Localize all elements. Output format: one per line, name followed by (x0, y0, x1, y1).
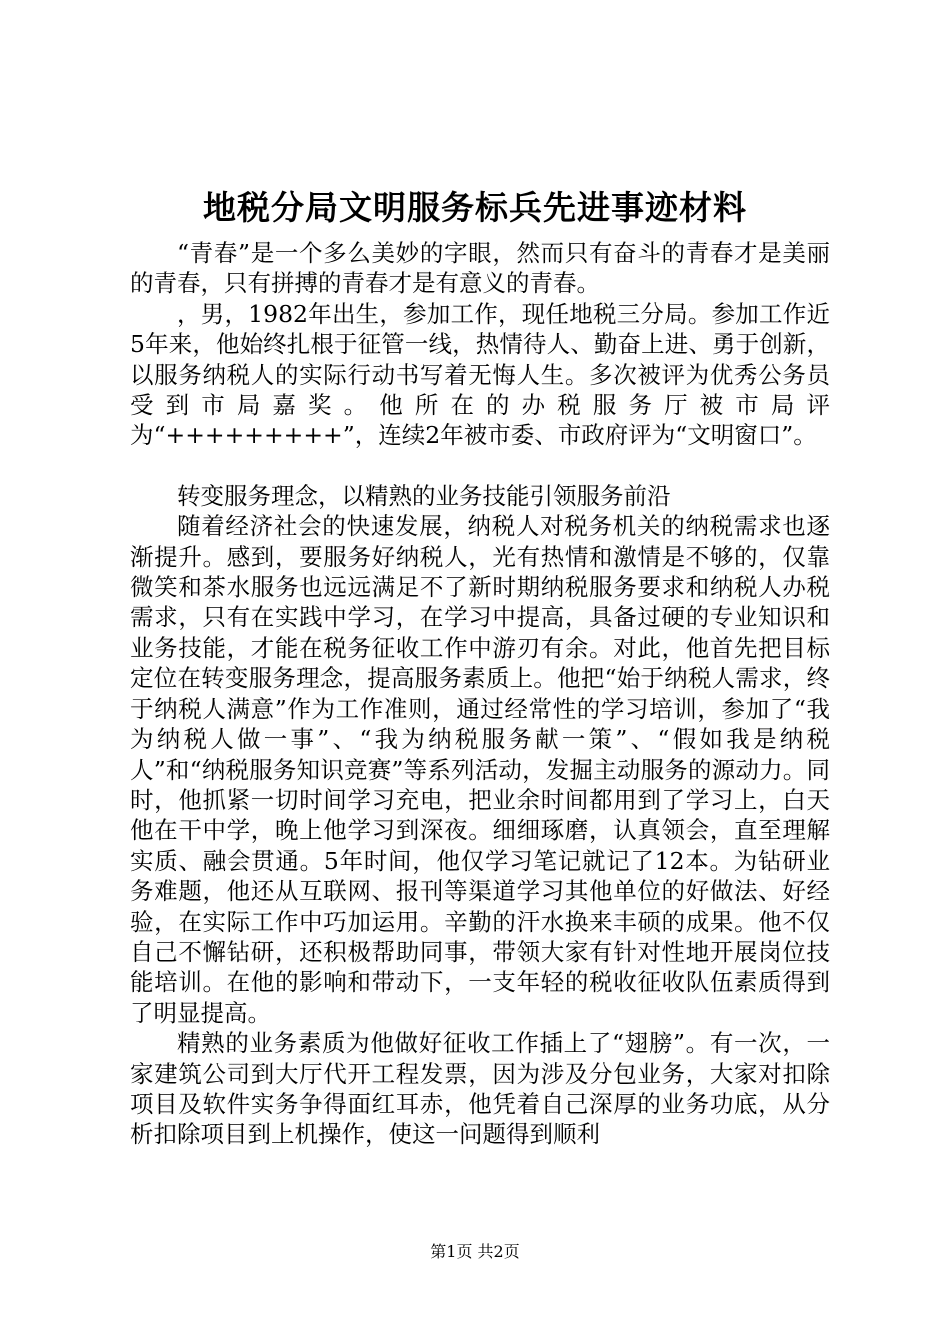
paragraph-skills: 精熟的业务素质为他做好征收工作插上了“翅膀”。有一次，一家建筑公司到大厅代开工程发票，因为涉及分包业务，大家对扣除项目及软件实务争得面红耳赤，他凭着自己深厚的业务功底，从分析扣除项目到上机操作，使这一问题得到顺利 (130, 1029, 830, 1149)
paragraph-study: 随着经济社会的快速发展，纳税人对税务机关的纳税需求也逐渐提升。感到，要服务好纳税人，光有热情和激情是不够的，仅靠微笑和茶水服务也远远满足不了新时期纳税服务要求和纳税人办税需求，只有在实践中学习，在学习中提高，具备过硬的专业知识和业务技能，才能在税务征收工作中游刃有余。对此，他首先把目标定位在转变服务理念，提高服务素质上。他把“始于纳税人需求，终于纳税人满意”作为工作准则，通过经常性的学习培训，参加了“我为纳税人做一事”、“我为纳税服务献一策”、“假如我是纳税人”和“纳税服务知识竞赛”等系列活动，发掘主动服务的源动力。同时，他抓紧一切时间学习充电，把业余时间都用到了学习上，白天他在干中学，晚上他学习到深夜。细细琢磨，认真领会，直至理解实质、融会贯通。5年时间，他仅学习笔记就记了12本。为钻研业务难题，他还从互联网、报刊等渠道学习其他单位的好做法、好经验，在实际工作中巧加运用。辛勤的汗水换来丰硕的成果。他不仅自己不懈钻研，还积极帮助同事，带领大家有针对性地开展岗位技能培训。在他的影响和带动下，一支年轻的税收征收队伍素质得到了明显提高。 (130, 512, 830, 1027)
document-title: 地税分局文明服务标兵先进事迹材料 (203, 188, 747, 227)
document-body (130, 238, 830, 1150)
paragraph-intro: “青春”是一个多么美妙的字眼，然而只有奋斗的青春才是美丽的青春，只有拼搏的青春才是有意义的青春。 (130, 239, 830, 298)
paragraph-profile: ，男，1982年出生，参加工作，现任地税三分局。参加工作近5年来，他始终扎根于征管一线，热情待人、勤奋上进、勇于创新，以服务纳税人的实际行动书写着无悔人生。多次被评为优秀公务员受到市局嘉奖。他所在的办税服务厅被市局评为“+++++++++”，连续2年被市委、市政府评为“文明窗口”。 (130, 299, 830, 450)
page-number: 第1页 共2页 (430, 1242, 520, 1261)
section-heading: 转变服务理念，以精熟的业务技能引领服务前沿 (177, 481, 671, 510)
